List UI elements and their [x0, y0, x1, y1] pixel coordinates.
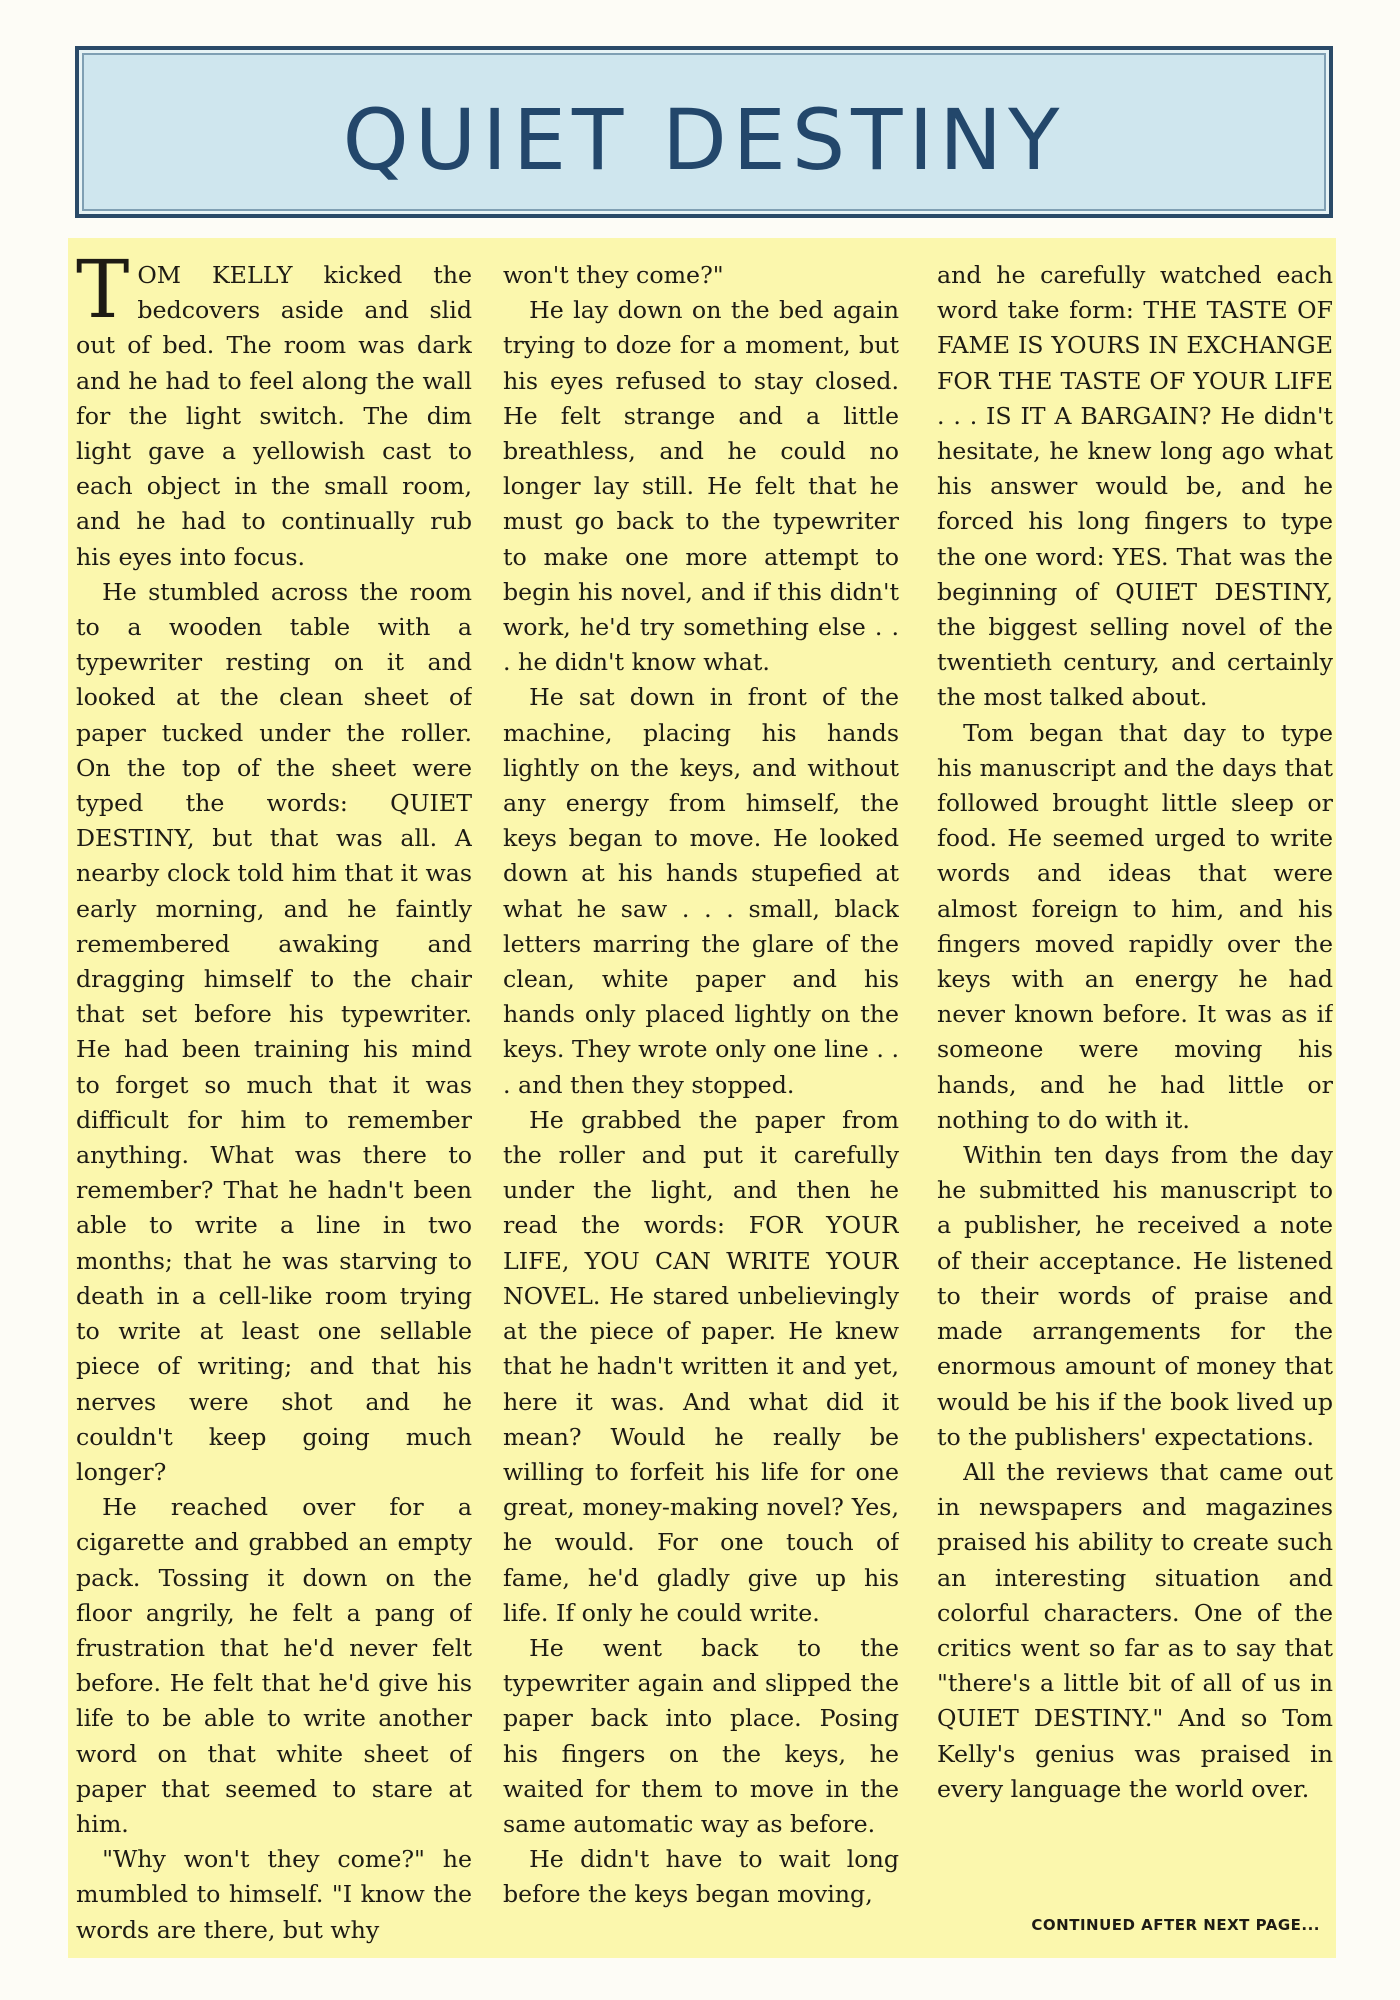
paragraph [76, 258, 472, 575]
paragraph: He lay down on the bed again trying to doze for a moment, but his eyes refused to stay closed. He felt strange and a little breathless, and he could no longer lay still. He felt that he must go back to the typewriter to make one more attempt to begin his novel, and if this didn't work, he'd try something else . . . he didn't know what. [503, 296, 899, 677]
continued-note: CONTINUED AFTER NEXT PAGE... [1031, 1916, 1320, 1934]
story-title: QUIET DESTINY [342, 91, 1066, 189]
paragraph: He grabbed the paper from the roller and put it carefully under the light, and then he read the words: FOR YOUR LIFE, YOU CAN WRITE YOUR NOVEL. He stared unbelievingly at the piece of paper. He knew that he hadn't written it and yet, here it was. And what did it mean? Would he really be willing to forfeit his life for one great, money-making novel? Yes, he would. For one touch of fame, he'd gladly give up his life. If only he could write. [503, 1105, 899, 1627]
title-banner [75, 46, 1333, 218]
text-column-3 [937, 258, 1333, 1948]
paragraph: He went back to the typewriter again and slipped the paper back into place. Posing his fingers on the keys, he waited for them to move in the same automatic way as before. [503, 1633, 899, 1838]
paragraph-text: OM KELLY kicked the bedcovers aside and slid out of bed. The room was dark and he had to feel along the wall for the light switch. The dim light gave a yellowish cast to each object in the small room, and he had to continually rub his eyes into focus. [76, 261, 472, 571]
paragraph: "Why won't they come?" he mumbled to himself. "I know the words are there, but why [76, 1845, 472, 1944]
paragraph: All the reviews that came out in newspapers and magazines praised his ability to create such an interesting situation and colorful characters. One of the critics went so far as to say that "there's a little bit of all of us in QUIET DESTINY." And so Tom Kelly's genius was praised in every language the world over. [937, 1457, 1333, 1803]
paragraph: won't they come?" [503, 261, 724, 289]
drop-cap: T [76, 258, 130, 336]
paragraph: Tom began that day to type his manuscript and the days that followed brought little sleep or food. He seemed urged to write words and ideas that were almost foreign to him, and his fingers moved rapidly over the keys with an energy he had never known before. It was as if someone were moving his hands, and he had little or nothing to do with it. [937, 718, 1333, 1134]
text-column-1 [76, 258, 472, 1948]
paragraph: He stumbled across the room to a wooden table with a typewriter resting on it and looked at the clean sheet of paper tucked under the roller. On the top of the sheet were typed the words: QUIET DESTINY, but that was all. A nearby clock told him that it was early morning, and he faintly remembered awaking and dragging himself to the chair that set before his typewriter. He had been training his mind to forget so much that it was difficult for him to remember anything. What was there to remember? That he hadn't been able to write a line in two months; that he was starving to death in a cell-like room trying to write at least one sellable piece of writing; and that his nerves were shot and he couldn't keep going much longer? [76, 577, 472, 1486]
paragraph: and he carefully watched each word take form: THE TASTE OF FAME IS YOURS IN EXCHANGE FOR THE TASTE OF YOUR LIFE . . . IS IT A BARGAIN? He didn't hesitate, he knew long ago what his answer would be, and he forced his long fingers to type the one word: YES. That was the beginning of QUIET DESTINY, the biggest selling novel of the twentieth century, and certainly the most talked about. [937, 261, 1333, 712]
paragraph: Within ten days from the day he submitted his manuscript to a publisher, he received a note of their acceptance. He listened to their words of praise and made arrangements for the enormous amount of money that would be his if the book lived up to the publishers' expectations. [937, 1141, 1333, 1451]
paragraph: He sat down in front of the machine, placing his hands lightly on the keys, and without any energy from himself, the keys began to move. He looked down at his hands stupefied at what he saw . . . small, black letters marring the glare of the clean, white paper and his hands only placed lightly on the keys. They wrote only one line . . . and then they stopped. [503, 683, 899, 1099]
text-column-2 [503, 258, 899, 1948]
paragraph: He didn't have to wait long before the keys began moving, [503, 1845, 899, 1909]
paragraph: He reached over for a cigarette and grabbed an empty pack. Tossing it down on the floor angrily, he felt a pang of frustration that he'd never felt before. He felt that he'd give his life to be able to write another word on that white sheet of paper that seemed to stare at him. [76, 1493, 472, 1838]
